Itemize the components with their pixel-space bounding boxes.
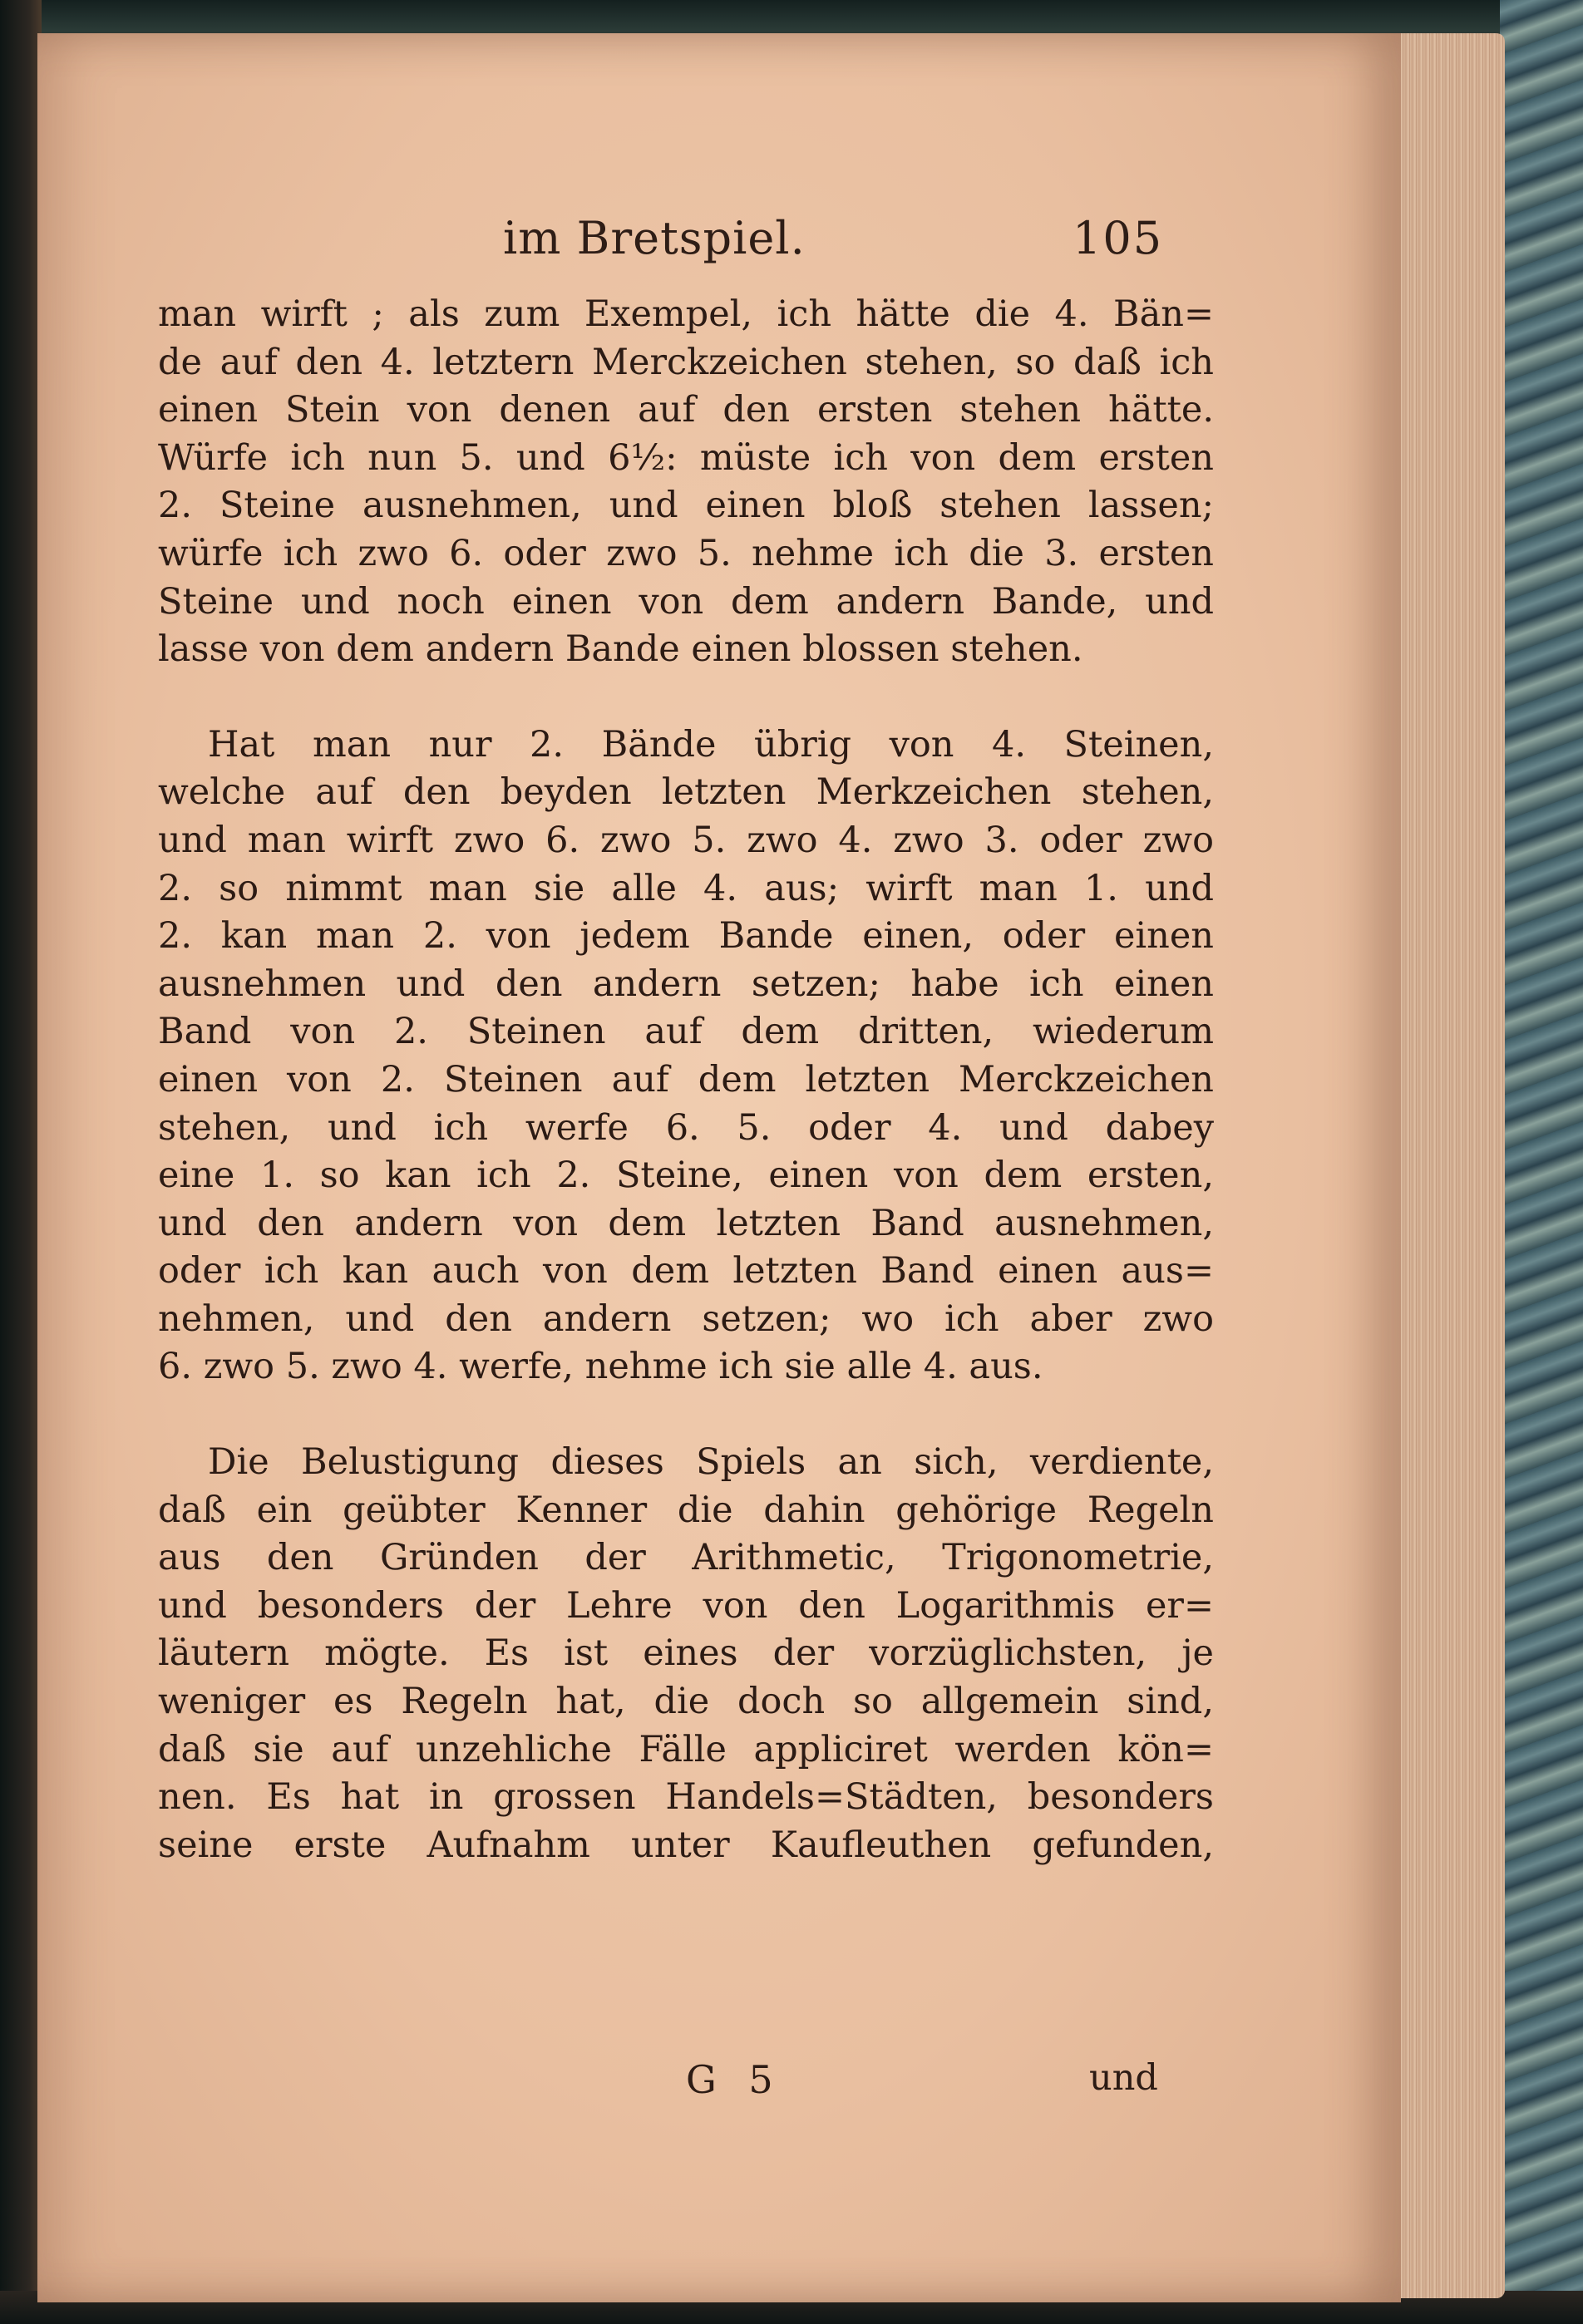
text-line: 2. so nimmt man sie alle 4. aus; wirft man 1. und bbox=[158, 867, 1214, 909]
paragraph-3 bbox=[158, 1439, 1214, 1869]
text-line: man wirft ; als zum Exempel, ich hätte die 4. Bän= bbox=[158, 293, 1214, 335]
text-line: und man wirft zwo 6. zwo 5. zwo 4. zwo 3. oder zwo bbox=[158, 819, 1214, 861]
text-line: daß sie auf unzehliche Fälle appliciret werden kön= bbox=[158, 1728, 1214, 1770]
text-line: eine 1. so kan ich 2. Steine, einen von dem ersten, bbox=[158, 1155, 1214, 1197]
text-line: 2. kan man 2. von jedem Bande einen, oder einen bbox=[158, 915, 1214, 958]
text-line: de auf den 4. letztern Merckzeichen stehen, so daß ich bbox=[158, 341, 1214, 383]
text-line: 6. zwo 5. zwo 4. werfe, nehme ich sie alle 4. aus. bbox=[158, 1346, 1043, 1388]
text-line: ausnehmen und den andern setzen; habe ich einen bbox=[158, 963, 1214, 1005]
text-line: weniger es Regeln hat, die doch so allgemein sind, bbox=[158, 1681, 1214, 1723]
text-line: welche auf den beyden letzten Merkzeichen stehen, bbox=[158, 771, 1214, 814]
marbled-cover-edge bbox=[1500, 0, 1583, 2324]
text-line: stehen, und ich werfe 6. 5. oder 4. und dabey bbox=[158, 1106, 1214, 1149]
text-line: nehmen, und den andern setzen; wo ich aber zwo bbox=[158, 1297, 1214, 1340]
text-line: würfe ich zwo 6. oder zwo 5. nehme ich die 3. ersten bbox=[158, 532, 1214, 574]
text-line: läutern mögte. Es ist eines der vorzüglichsten, je bbox=[158, 1632, 1214, 1675]
paragraph-1 bbox=[158, 291, 1214, 674]
signature-mark: G 5 bbox=[686, 2057, 783, 2102]
catchword: und bbox=[1089, 2057, 1158, 2099]
text-line: Die Belustigung dieses Spiels an sich, verdiente, bbox=[208, 1441, 1214, 1484]
text-line: und den andern von dem letzten Band ausnehmen, bbox=[158, 1202, 1214, 1244]
text-line: nen. Es hat in grossen Handels=Städten, besonders bbox=[158, 1776, 1214, 1819]
text-line: Würfe ich nun 5. und 6½: müste ich von dem ersten bbox=[158, 436, 1214, 479]
text-line: einen von 2. Steinen auf dem letzten Merckzeichen bbox=[158, 1058, 1214, 1100]
text-line: oder ich kan auch von dem letzten Band einen aus= bbox=[158, 1250, 1214, 1292]
text-line: Hat man nur 2. Bände übrig von 4. Steinen, bbox=[208, 723, 1214, 766]
body-text bbox=[158, 291, 1214, 1869]
text-line: 2. Steine ausnehmen, und einen bloß stehen lassen; bbox=[158, 485, 1214, 527]
book-page bbox=[37, 33, 1401, 2302]
text-line: aus den Gründen der Arithmetic, Trigonometrie, bbox=[158, 1537, 1214, 1579]
text-line: und besonders der Lehre von den Logarithmis er= bbox=[158, 1584, 1214, 1627]
text-line: lasse von dem andern Bande einen blossen stehen. bbox=[158, 628, 1083, 671]
text-line: einen Stein von denen auf den ersten stehen hätte. bbox=[158, 389, 1214, 431]
text-line: daß ein geübter Kenner die dahin gehörige Regeln bbox=[158, 1489, 1214, 1531]
page-header bbox=[37, 212, 1401, 278]
text-line: Steine und noch einen von dem andern Bande, und bbox=[158, 580, 1214, 623]
text-line: seine erste Aufnahm unter Kaufleuthen gefunden, bbox=[158, 1824, 1214, 1866]
running-head: im Bretspiel. bbox=[503, 212, 806, 264]
text-line: Band von 2. Steinen auf dem dritten, wiederum bbox=[158, 1011, 1214, 1053]
page-footer bbox=[37, 2057, 1401, 2115]
page-number: 105 bbox=[1073, 212, 1164, 264]
paragraph-2 bbox=[158, 721, 1214, 1391]
book-cover-left bbox=[0, 0, 42, 2324]
